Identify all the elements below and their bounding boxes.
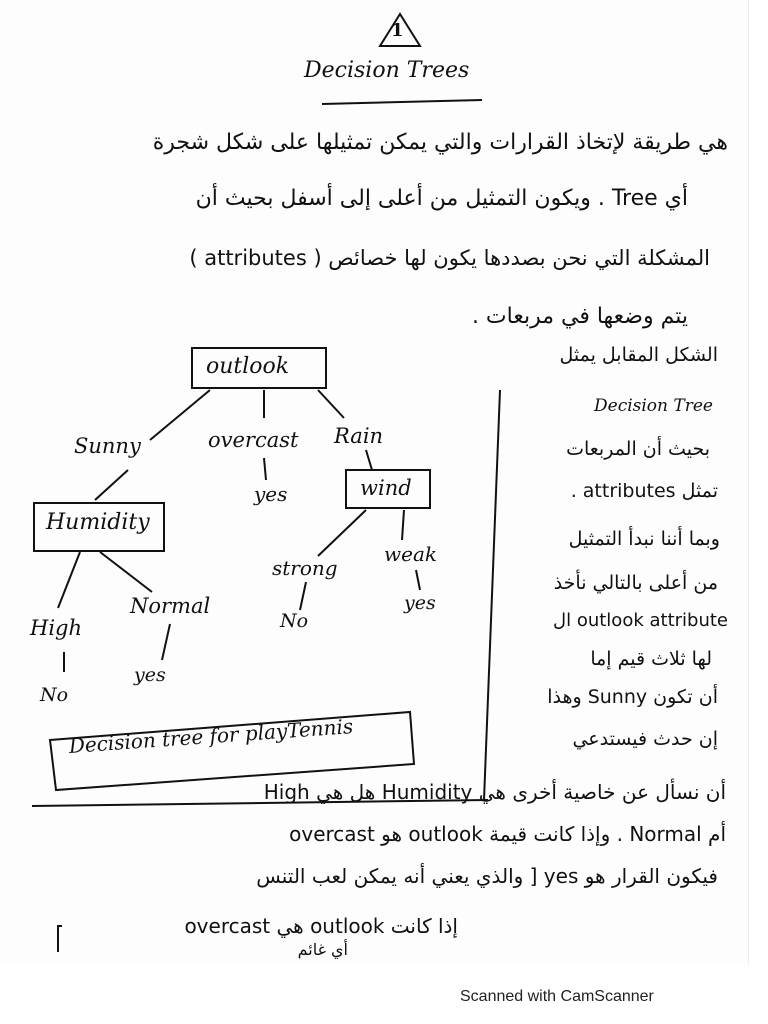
tree-branch-overcast: overcast (208, 428, 299, 452)
tree-caption: Decision tree for playTennis (68, 714, 354, 758)
tree-branch-high: High (30, 616, 82, 640)
bottom-line-4: إذا كانت outlook هي overcast (184, 914, 458, 938)
side-note-5: وبما أننا نبدأ التمثيل (568, 528, 720, 550)
tree-node-wind: wind (360, 476, 412, 500)
divider-vertical (484, 390, 500, 800)
page-number: 1 (391, 20, 404, 41)
side-note-4: تمثل attributes . (570, 480, 718, 502)
side-note-8: لها ثلاث قيم إما (590, 648, 712, 670)
scanner-watermark: Scanned with CamScanner (460, 988, 654, 1005)
tree-branch-weak: weak (384, 542, 437, 566)
bottom-line-1: أن نسأل عن خاصية أخرى هي Humidity هل هي High (263, 780, 726, 804)
title-underline (322, 100, 482, 104)
side-note-7: outlook attribute ال (553, 610, 728, 631)
bottom-line-5: أي غائم (297, 940, 348, 959)
side-note-6: من أعلى بالتالي نأخذ (553, 572, 718, 594)
intro-line-3: المشكلة التي نحن بصددها يكون لها خصائص ( attributes ) (189, 246, 710, 270)
tree-root-outlook: outlook (206, 354, 290, 379)
tree-branch-normal: Normal (130, 594, 211, 618)
tree-node-humidity: Humidity (46, 510, 150, 535)
tree-normal-leaf: yes (134, 664, 166, 686)
tree-branch-rain: Rain (334, 424, 384, 448)
side-note-1: الشكل المقابل يمثل (559, 344, 718, 366)
intro-line-1: هي طريقة لإتخاذ القرارات والتي يمكن تمثيلها على شكل شجرة (152, 130, 728, 155)
side-note-9: أن تكون Sunny وهذا (547, 686, 718, 708)
tree-branch-strong: strong (272, 556, 338, 580)
intro-line-2: أي Tree . ويكون التمثيل من أعلى إلى أسفل بحيث أن (195, 186, 688, 211)
intro-line-4: يتم وضعها في مربعات . (471, 304, 688, 329)
bottom-line-3: فيكون القرار هو yes [ والذي يعني أنه يمكن لعب التنس (256, 864, 718, 888)
tree-strong-leaf: No (280, 610, 309, 632)
tree-branch-sunny: Sunny (74, 434, 141, 458)
bottom-line-2: أم Normal . وإذا كانت قيمة outlook هو overcast (289, 822, 726, 846)
page-title: Decision Trees (304, 58, 470, 83)
tree-high-leaf: No (40, 684, 69, 706)
side-note-10: إن حدث فيستدعي (572, 728, 718, 750)
side-note-3: بحيث أن المربعات (566, 438, 710, 460)
side-note-2: Decision Tree (594, 396, 713, 416)
tree-weak-leaf: yes (404, 592, 436, 614)
tree-overcast-leaf: yes (254, 482, 288, 506)
